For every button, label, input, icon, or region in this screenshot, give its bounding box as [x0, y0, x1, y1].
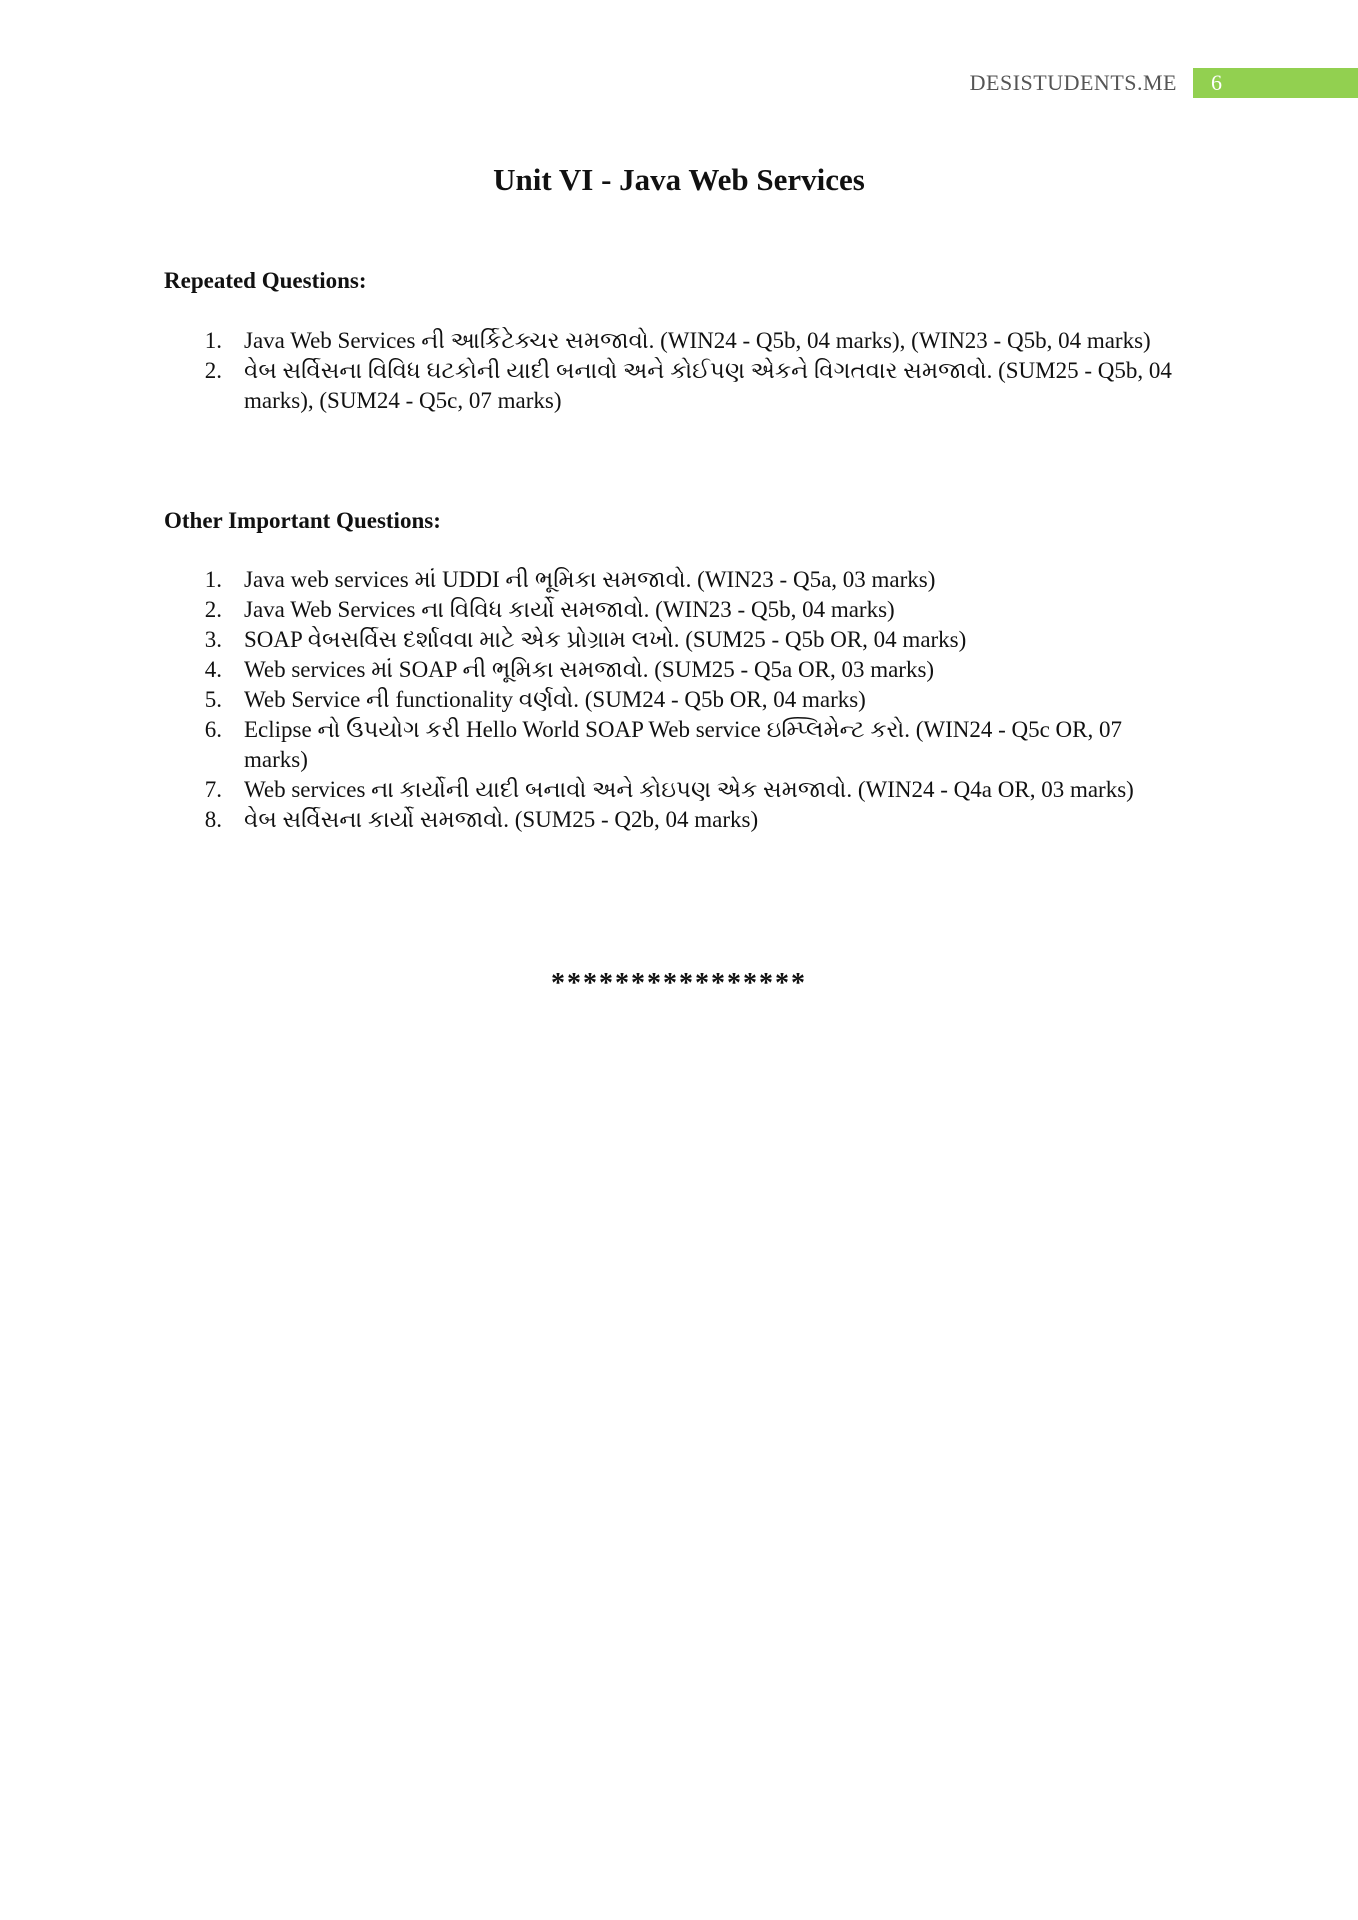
unit-title: Unit VI - Java Web Services — [493, 162, 865, 197]
item-number: 1. — [204, 328, 222, 353]
site-name: DESISTUDENTS.ME — [969, 70, 1177, 95]
item-text: Eclipse નો ઉપયોગ કરી Hello World SOAP Web service ઇમ્પ્લિમેન્ટ કરો. (WIN24 - Q5c OR, 07 marks) — [244, 717, 1123, 772]
item-text: વેબ સર્વિસના કાર્યો સમજાવો. (SUM25 - Q2b, 04 marks) — [244, 807, 759, 832]
item-number: 8. — [204, 807, 222, 832]
page-number: 6 — [1193, 68, 1358, 98]
item-number: 2. — [204, 597, 222, 622]
list-item — [164, 775, 1174, 805]
item-text: Web services માં SOAP ની ભૂમિકા સમજાવો. (SUM25 - Q5a OR, 03 marks) — [244, 657, 935, 682]
list-item — [164, 805, 1174, 835]
item-number: 2. — [204, 358, 222, 383]
list-item — [164, 715, 1174, 775]
list-item — [164, 625, 1174, 655]
item-number: 6. — [204, 717, 222, 742]
item-text: Web services ના કાર્યોની યાદી બનાવો અને કોઇપણ એક સમજાવો. (WIN24 - Q4a OR, 03 marks) — [244, 777, 1134, 802]
end-of-section-marker: **************** — [551, 968, 807, 999]
item-text: SOAP વેબસર્વિસ દર્શાવવા માટે એક પ્રોગ્રામ લખો. (SUM25 - Q5b OR, 04 marks) — [244, 627, 967, 652]
list-item — [164, 326, 1174, 356]
list-item — [164, 565, 1174, 595]
list-item — [164, 655, 1174, 685]
item-number: 7. — [204, 777, 222, 802]
item-text: Java Web Services ની આર્કિટેક્ચર સમજાવો. (WIN24 - Q5b, 04 marks), (WIN23 - Q5b, 04 marks) — [244, 328, 1151, 353]
repeated-questions-heading: Repeated Questions: — [164, 268, 367, 293]
item-number: 1. — [204, 567, 222, 592]
item-number: 4. — [204, 657, 222, 682]
item-number: 3. — [204, 627, 222, 652]
list-item — [164, 685, 1174, 715]
item-text: Java web services માં UDDI ની ભૂમિકા સમજાવો. (WIN23 - Q5a, 03 marks) — [244, 567, 936, 592]
other-questions-heading: Other Important Questions: — [164, 508, 441, 533]
list-item — [164, 595, 1174, 625]
list-item — [164, 356, 1174, 416]
other-questions-list — [164, 565, 1174, 835]
repeated-questions-list — [164, 326, 1174, 416]
item-number: 5. — [204, 687, 222, 712]
item-text: વેબ સર્વિસના વિવિધ ઘટકોની યાદી બનાવો અને કોઈપણ એકને વિગતવાર સમજાવો. (SUM25 - Q5b, 04 marks), (SUM24 - Q5c, 07 marks) — [244, 358, 1172, 413]
page-header — [970, 68, 1358, 98]
item-text: Java Web Services ના વિવિધ કાર્યો સમજાવો. (WIN23 - Q5b, 04 marks) — [244, 597, 895, 622]
item-text: Web Service ની functionality વર્ણવો. (SUM24 - Q5b OR, 04 marks) — [244, 687, 866, 712]
